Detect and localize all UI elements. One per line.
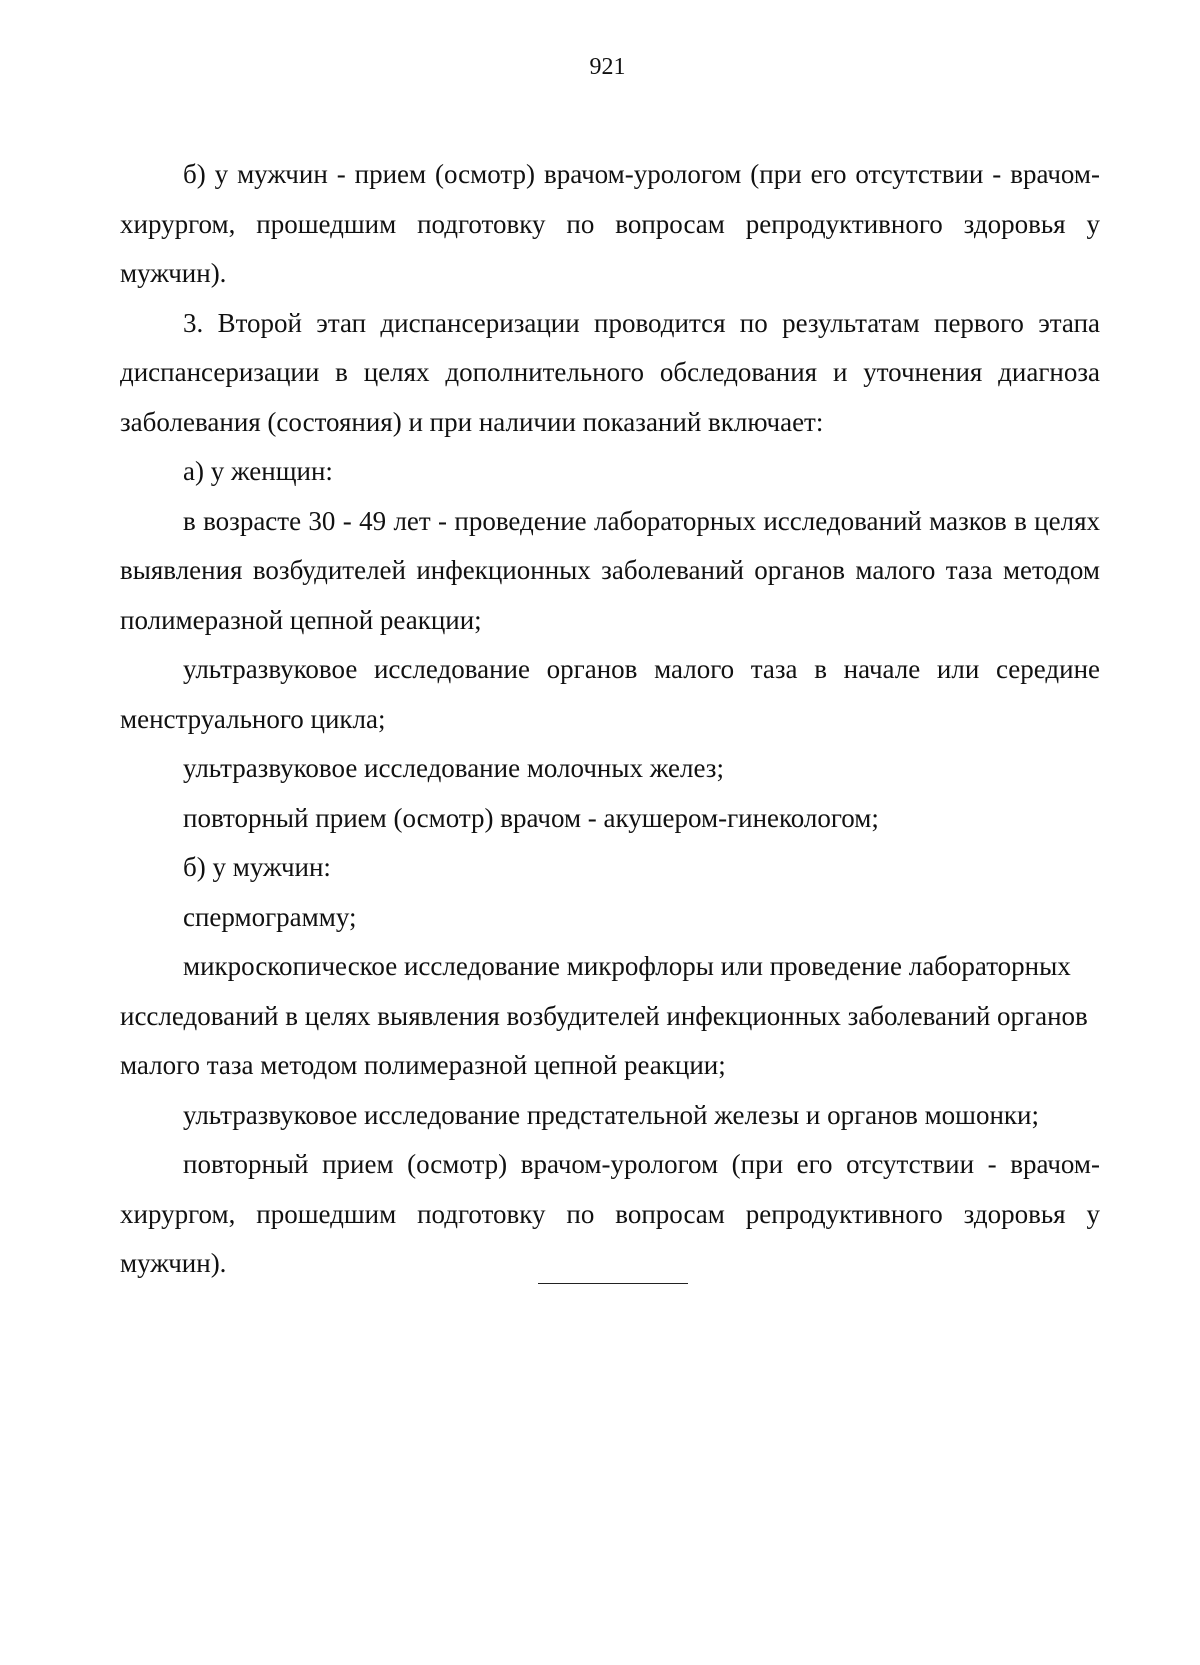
paragraph-second-stage: 3. Второй этап диспансеризации проводится по результатам первого этапа диспансеризации в целях дополнительного обследования и уточнения диагноза заболевания (состояния) и при наличии показаний включает: bbox=[120, 307, 1100, 437]
document-body bbox=[120, 150, 1100, 1289]
paragraph-pelvic-ultrasound: ультразвуковое исследование органов малого таза в начале или середине менструального цикла; bbox=[120, 654, 1100, 734]
paragraph-women-heading: а) у женщин: bbox=[183, 456, 333, 486]
paragraph-spermogram: спермограмму; bbox=[183, 901, 357, 932]
paragraph-urologist-repeat: повторный прием (осмотр) врачом-урологом (при его отсутствии - врачом-хирургом, прошедшим подготовку по вопросам репродуктивного здоровья у мужчин). bbox=[120, 1149, 1100, 1278]
closing-rule bbox=[538, 1283, 688, 1284]
paragraph-microflora: микроскопическое исследование микрофлоры или проведение лабораторных исследований в целях выявления возбудителей инфекционных заболеваний органов малого таза методом полимеразной цепной реакции; bbox=[120, 951, 1088, 1080]
paragraph-men-urologist-exam: б) у мужчин - прием (осмотр) врачом-урологом (при его отсутствии - врачом-хирургом, прошедшим подготовку по вопросам репродуктивного здоровья у мужчин). bbox=[120, 159, 1100, 288]
paragraph-breast-ultrasound: ультразвуковое исследование молочных желез; bbox=[183, 753, 724, 783]
paragraph-men-heading: б) у мужчин: bbox=[183, 852, 331, 882]
paragraph-prostate-ultrasound: ультразвуковое исследование предстательной железы и органов мошонки; bbox=[183, 1099, 1039, 1130]
paragraph-smear-tests: в возрасте 30 - 49 лет - проведение лабораторных исследований мазков в целях выявления возбудителей инфекционных заболеваний органов малого таза методом полимеразной цепной реакции; bbox=[120, 505, 1100, 635]
paragraph-gynecologist-repeat: повторный прием (осмотр) врачом - акушером-гинекологом; bbox=[183, 802, 879, 833]
page-number: 921 bbox=[589, 54, 626, 80]
